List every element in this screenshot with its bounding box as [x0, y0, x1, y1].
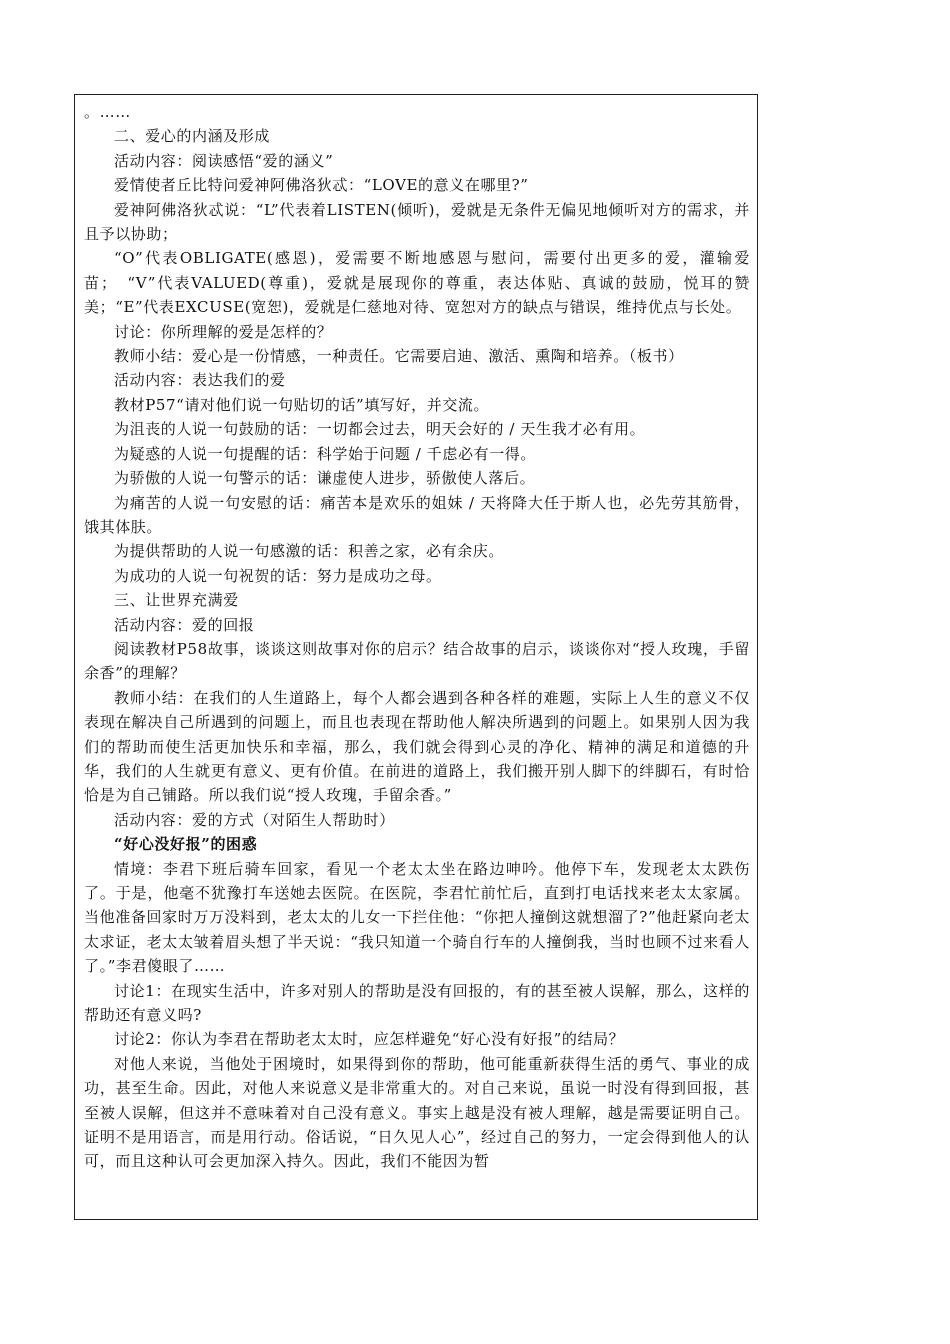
- paragraph: “O”代表OBLIGATE(感恩)，爱需要不断地感恩与慰问，需要付出更多的爱，灌输爱苗； “V”代表VALUED(尊重)，爱就是展现你的尊重，表达体贴、真诚的鼓励，悦耳的赞美；“E”代表EXCUSE(宽恕)，爱就是仁慈地对待、宽恕对方的缺点与错误，维持优点与长处。: [84, 249, 750, 317]
- paragraph: 教师小结：爱心是一份情感，一种责任。它需要启迪、激活、熏陶和培养。（板书）: [114, 347, 684, 366]
- section-heading: “好心没好报”的困惑: [114, 835, 258, 854]
- paragraph: 活动内容：爱的回报: [114, 615, 255, 634]
- paragraph: 为骄傲的人说一句警示的话：谦虚使人进步，骄傲使人落后。: [114, 469, 536, 488]
- paragraph: 对他人来说，当他处于困境时，如果得到你的帮助，他可能重新获得生活的勇气、事业的成功，甚至生命。因此，对他人来说意义是非常重大的。对自己来说，虽说一时没有得到回报，甚至被人误解，但这并不意味着对自己没有意义。事实上越是没有被人理解，越是需要证明自己。证明不是用语言，而是用行动。俗话说，“日久见人心”，经过自己的努力，一定会得到他人的认可，而且这种认可会更加深入持久。因此，我们不能因为暂: [84, 1054, 750, 1171]
- paragraph: 讨论2：你认为李君在帮助老太太时，应怎样避免“好心没有好报”的结局？: [114, 1030, 625, 1049]
- paragraph: 爱神阿佛洛狄忒说：“L”代表着LISTEN(倾听)，爱就是无条件无偏见地倾听对方的需求，并且予以协助；: [84, 200, 750, 244]
- paragraph: 活动内容：表达我们的爱: [114, 371, 286, 390]
- paragraph: 讨论：你所理解的爱是怎样的？: [114, 322, 333, 341]
- paragraph: 为疑惑的人说一句提醒的话：科学始于问题 / 千虑必有一得。: [114, 444, 536, 463]
- paragraph: 讨论1：在现实生活中，许多对别人的帮助是没有回报的，有的甚至被人误解，那么，这样的帮助还有意义吗?: [84, 981, 750, 1025]
- paragraph: 为沮丧的人说一句鼓励的话：一切都会过去，明天会好的 / 天生我才必有用。: [114, 420, 646, 439]
- paragraph: 为提供帮助的人说一句感激的话：积善之家，必有余庆。: [114, 542, 505, 561]
- paragraph: 教师小结：在我们的人生道路上，每个人都会遇到各种各样的难题，实际上人生的意义不仅表现在解决自己所遇到的问题上，而且也表现在帮助他人解决所遇到的问题上。如果别人因为我们的帮助而使生活更加快乐和幸福，那么，我们就会得到心灵的净化、精神的满足和道德的升华，我们的人生就更有意义、更有价值。在前进的道路上，我们搬开别人脚下的绊脚石，有时恰恰是为自己铺路。所以我们说“授人玫瑰，手留余香。”: [84, 688, 750, 805]
- paragraph: 活动内容：爱的方式（对陌生人帮助时）: [114, 810, 395, 829]
- paragraph: 教材P57“请对他们说一句贴切的话”填写好，并交流。: [114, 395, 490, 414]
- paragraph: 情境：李君下班后骑车回家，看见一个老太太坐在路边呻吟。他停下车，发现老太太跌伤了。于是，他毫不犹豫打车送她去医院。在医院，李君忙前忙后，直到打电话找来老太太家属。当他准备回家时万万没料到，老太太的儿女一下拦住他：“你把人撞倒这就想溜了?”他赶紧向老太太求证，老太太皱着眉头想了半天说：“我只知道一个骑自行车的人撞倒我，当时也顾不过来看人了。”李君傻眼了……: [84, 859, 750, 976]
- paragraph: 二、爱心的内涵及形成: [114, 127, 271, 146]
- paragraph: 为成功的人说一句祝贺的话：努力是成功之母。: [114, 566, 442, 585]
- paragraph: 为痛苦的人说一句安慰的话：痛苦本是欢乐的姐妹 / 天将降大任于斯人也，必先劳其筋骨，饿其体肤。: [84, 493, 750, 536]
- paragraph: 活动内容：阅读感悟“爱的涵义”: [114, 151, 334, 170]
- paragraph: 。……: [84, 103, 131, 121]
- paragraph: 阅读教材P58故事，谈谈这则故事对你的启示？结合故事的启示，谈谈你对“授人玫瑰，手留余香”的理解？: [84, 639, 750, 683]
- paragraph: 爱情使者丘比特问爱神阿佛洛狄忒：“LOVE的意义在哪里?”: [114, 176, 529, 195]
- paragraph: 三、让世界充满爱: [114, 591, 239, 610]
- lesson-content: [84, 100, 750, 1174]
